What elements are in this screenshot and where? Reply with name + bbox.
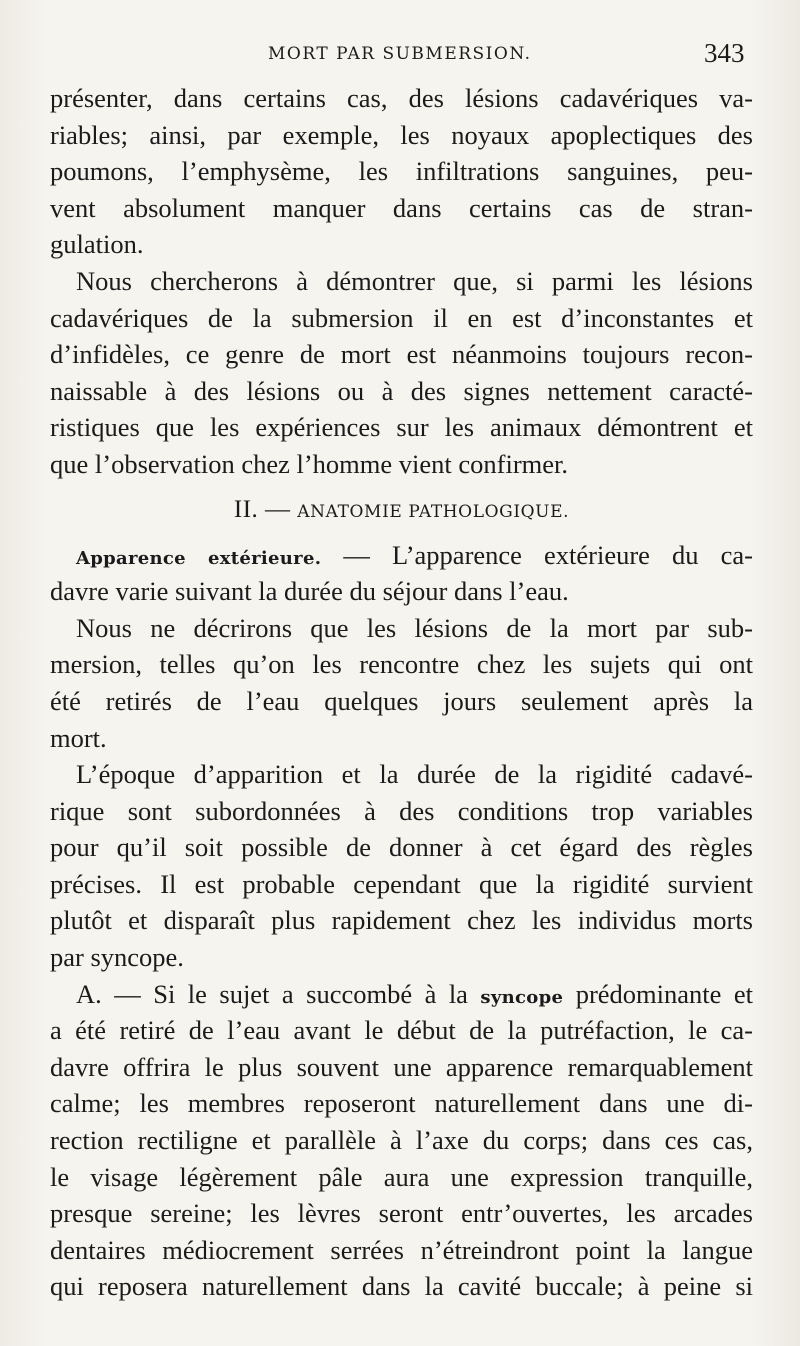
text-line: davre offrira le plus souvent une apparence remarquablement xyxy=(50,1051,753,1082)
paragraph-a-bold: syncope xyxy=(480,986,564,1008)
text-line: précises. Il est probable cependant que la rigidité survient xyxy=(50,868,753,899)
text-line: calme; les membres reposeront naturellement dans une di- xyxy=(50,1088,753,1119)
subsection-first-line xyxy=(50,537,753,574)
section-heading xyxy=(50,483,753,537)
text-line: mersion, telles qu’on les rencontre chez les sujets qui ont xyxy=(50,649,753,680)
text-line: rection rectiligne et parallèle à l’axe du corps; dans ces cas, xyxy=(50,1125,753,1156)
text-line: ristiques que les expériences sur les animaux démontrent et xyxy=(50,412,753,443)
text-line: été retirés de l’eau quelques jours seulement après la xyxy=(50,685,753,716)
text-line: le visage légèrement pâle aura une expression tranquille, xyxy=(50,1161,753,1192)
text-line: rique sont subordonnées à des conditions trop variables xyxy=(50,795,753,826)
text-line: mort. xyxy=(50,722,107,753)
text-line: naissable à des lésions ou à des signes nettement caracté- xyxy=(50,375,753,406)
text-line: qui reposera naturellement dans la cavité buccale; à peine si xyxy=(50,1271,753,1302)
text-line: que l’observation chez l’homme vient confirmer. xyxy=(50,448,569,479)
running-head xyxy=(0,40,800,80)
text-line: cadavériques de la submersion il en est d’inconstantes et xyxy=(50,302,753,333)
paragraph-a-pre: A. — Si le sujet a succombé à la xyxy=(76,978,481,1009)
text-line: poumons, l’emphysème, les infiltrations sanguines, peu- xyxy=(50,156,753,187)
text-line: gulation. xyxy=(50,229,144,260)
text-line: L’époque d’apparition et la durée de la rigidité cadavé- xyxy=(76,759,753,790)
section-number: II. — xyxy=(233,495,291,523)
paragraph-a-post: prédominante et xyxy=(563,978,753,1009)
running-title: MORT PAR SUBMERSION. xyxy=(268,44,532,64)
text-line: d’infidèles, ce genre de mort est néanmoins toujours recon- xyxy=(50,339,753,370)
text-line: riables; ainsi, par exemple, les noyaux apoplectiques des xyxy=(50,119,753,150)
text-line: dentaires médiocrement serrées n’étreindront point la langue xyxy=(50,1234,753,1265)
text-line: Nous chercherons à démontrer que, si parmi les lésions xyxy=(76,265,753,296)
text-line: présenter, dans certains cas, des lésions cadavériques va- xyxy=(50,83,753,113)
text-line: par syncope. xyxy=(50,942,184,973)
text-line: davre varie suivant la durée du séjour dans l’eau. xyxy=(50,576,569,607)
text-line: vent absolument manquer dans certains cas de stran- xyxy=(50,192,753,223)
paragraph-a-first-line xyxy=(50,976,753,1013)
text-line: Nous ne décrirons que les lésions de la mort par sub- xyxy=(76,612,753,643)
text-line: pour qu’il soit possible de donner à cet égard des règles xyxy=(50,832,753,863)
text-line: presque sereine; les lèvres seront entr’ouvertes, les arcades xyxy=(50,1198,753,1229)
subsection-first-line-rest: — L’apparence extérieure du ca- xyxy=(321,539,753,570)
section-title: ANATOMIE PATHOLOGIQUE. xyxy=(297,501,570,522)
text-line: plutôt et disparaît plus rapidement chez les individus morts xyxy=(50,905,753,936)
body-text xyxy=(50,80,753,1305)
page-number: 343 xyxy=(704,38,745,68)
text-line: a été retiré de l’eau avant le début de la putréfaction, le ca- xyxy=(50,1015,753,1046)
subsection-lead: Apparence extérieure. xyxy=(76,547,322,569)
